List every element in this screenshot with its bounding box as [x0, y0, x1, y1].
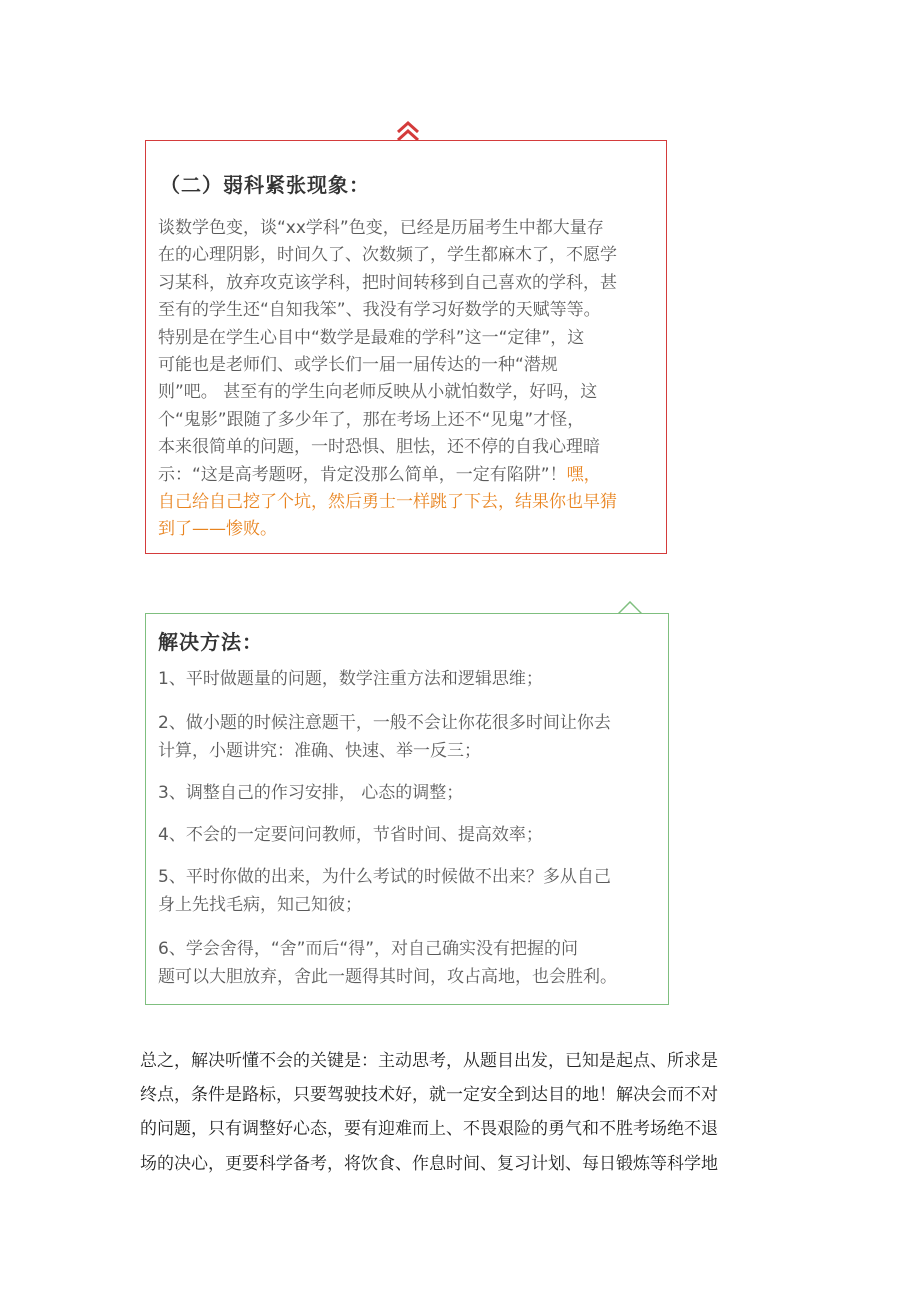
solution-line: 题可以大胆放弃，舍此一题得其时间，攻占高地，也会胜利。: [158, 966, 617, 987]
solution-line: 身上先找毛病，知己知彼；: [158, 894, 362, 915]
weak-subject-line: 至有的学生还“自知我笨”、我没有学习好数学的天赋等等。: [158, 300, 601, 321]
weak-subject-box: [145, 140, 667, 554]
weak-subject-title: （二）弱科紧张现象：: [160, 173, 370, 197]
solution-line: 5、平时你做的出来，为什么考试的时候做不出来？多从自己: [158, 867, 611, 887]
summary-line: 终点，条件是路标，只要驾驶技术好，就一定安全到达目的地！解决会而不对: [140, 1085, 718, 1106]
highlight-text: 自己给自己挖了个坑，然后勇士一样跳了下去，结果你也早猜: [158, 492, 617, 513]
solution-item: [158, 710, 611, 765]
solutions-box: [145, 613, 669, 1005]
summary-line: 的问题，只有调整好心态，要有迎难而上、不畏艰险的勇气和不胜考场绝不退: [140, 1119, 718, 1140]
solutions-title: 解决方法：: [158, 630, 263, 654]
highlight-text: 到了——惨败。: [158, 519, 277, 540]
solution-item: [158, 822, 543, 850]
summary-paragraph: [140, 1044, 780, 1181]
summary-line: 场的决心，更要科学备考，将饮食、作息时间、复习计划、每日锻炼等科学地: [140, 1153, 718, 1174]
weak-subject-line: [158, 462, 660, 489]
solution-line: 3、调整自己的作习安排， 心态的调整；: [158, 783, 464, 803]
solution-line: 2、做小题的时候注意题干，一般不会让你花很多时间让你去: [158, 713, 611, 733]
double-chevron-up-icon: [393, 120, 423, 142]
solution-item: [158, 936, 617, 991]
weak-subject-line-text: 示：“这是高考题呀，肯定没那么简单，一定有陷阱”！: [158, 464, 567, 485]
weak-subject-line: 在的心理阴影，时间久了、次数频了，学生都麻木了，不愿学: [158, 245, 617, 266]
weak-subject-line: 则”吧。 甚至有的学生向老师反映从小就怕数学，好吗，这: [158, 382, 598, 403]
highlight-text: 嘿，: [566, 464, 601, 485]
solution-line: 计算，小题讲究：准确、快速、举一反三；: [158, 740, 481, 761]
summary-line: 总之，解决听懂不会的关键是：主动思考，从题目出发，已知是起点、所求是: [140, 1051, 718, 1071]
weak-subject-line: 本来很简单的问题，一时恐惧、胆怯，还不停的自我心理暗: [158, 437, 600, 458]
solution-item: [158, 666, 543, 694]
solution-item: [158, 780, 463, 808]
weak-subject-line: 习某科，放弃攻克该学科，把时间转移到自己喜欢的学科，甚: [158, 272, 617, 293]
weak-subject-line: 特别是在学生心目中“数学是最难的学科”这一“定律”，这: [158, 327, 585, 348]
solution-line: 6、学会舍得，“舍”而后“得”，对自己确实没有把握的问: [158, 939, 579, 959]
solution-line: 1、平时做题量的问题，数学注重方法和逻辑思维；: [158, 669, 543, 689]
weak-subject-line: 个“鬼影”跟随了多少年了，那在考场上还不“见鬼”才怪，: [158, 409, 585, 430]
weak-subject-line: 可能也是老师们、或学长们一届一届传达的一种“潜规: [158, 355, 558, 376]
weak-subject-line: 谈数学色变，谈“xx学科”色变，已经是历届考生中都大量存: [158, 218, 604, 238]
solution-line: 4、不会的一定要问问教师，节省时间、提高效率；: [158, 825, 543, 845]
solution-item: [158, 864, 611, 919]
weak-subject-body: [158, 215, 660, 544]
